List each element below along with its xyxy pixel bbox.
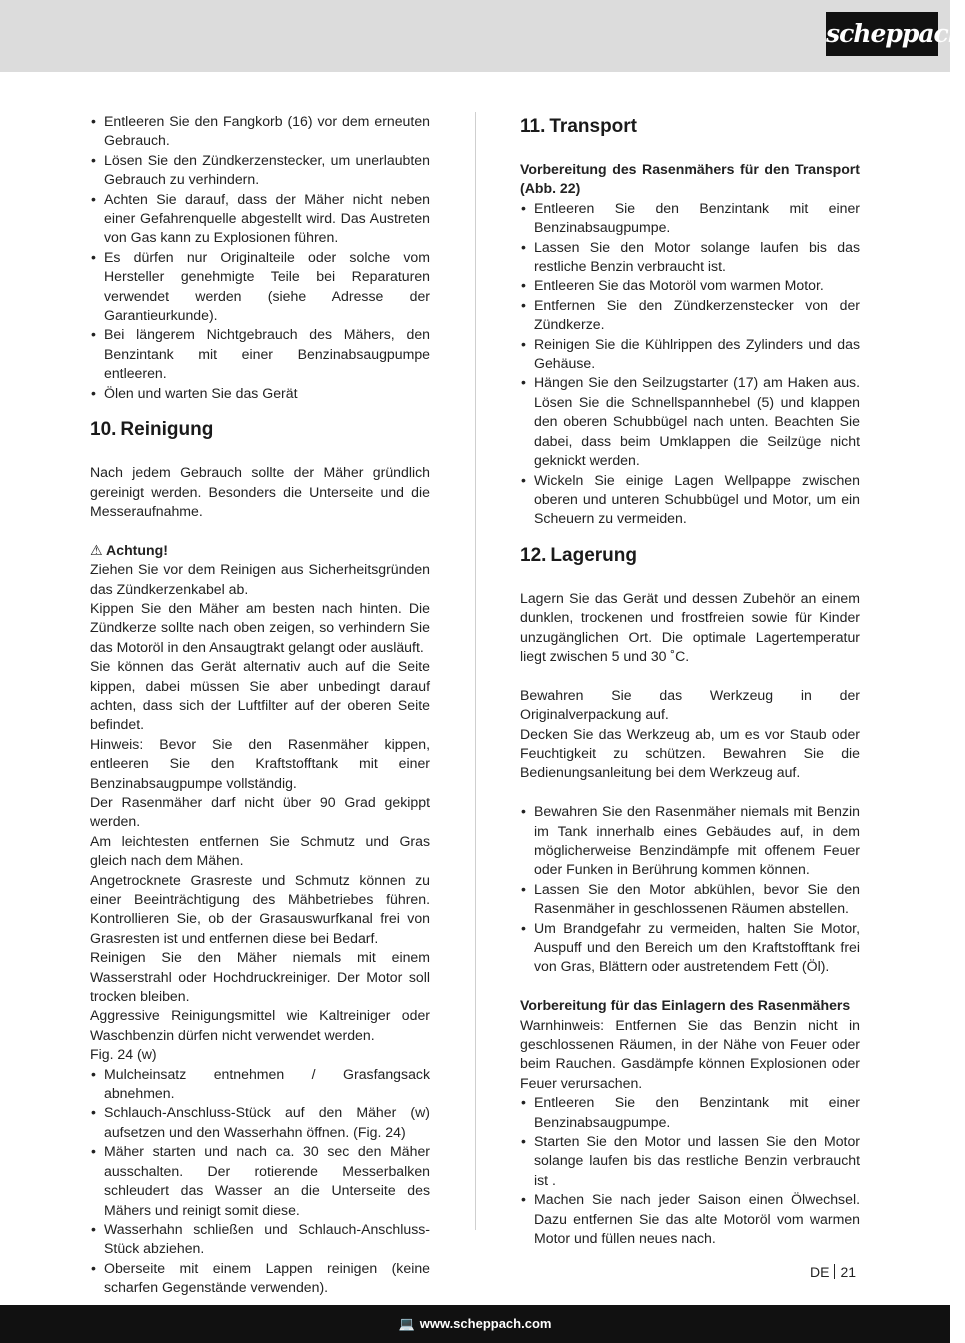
list-item: • Hängen Sie den Seilzugstarter (17) am Haken aus. Lösen Sie die Schnellspannhebel (5) und klappen den oberen Schubbügel nach unten. Beachten Sie dabei, dass beim Umklappen die Seilzüge nicht geknickt werden. <box>520 373 860 470</box>
list-item: • Ölen und warten Sie das Gerät <box>90 384 430 403</box>
list-item: • Mulcheinsatz entnehmen / Grasfangsack abnehmen. <box>90 1065 430 1104</box>
section-heading-reinigung <box>90 417 430 443</box>
list-item: • Entfernen Sie den Zündkerzenstecker von der Zündkerze. <box>520 296 860 335</box>
section-title: Reinigung <box>120 419 214 441</box>
section-number: 11. <box>520 116 546 137</box>
list-item: • Machen Sie nach jeder Saison einen Ölwechsel. Dazu entfernen Sie das alte Motoröl vom warmen Motor und füllen neues nach. <box>520 1190 860 1248</box>
right-column <box>520 112 860 1248</box>
page-number-value: 21 <box>840 1264 857 1280</box>
list-item: • Mäher starten und nach ca. 30 sec den Mäher ausschalten. Der rotierende Messerbalken schleudert das Wasser an die Unterseite des Mähers und reinigt somit diese. <box>90 1142 430 1220</box>
list-item: • Entleeren Sie den Fangkorb (16) vor dem erneuten Gebrauch. <box>90 112 430 151</box>
paragraph: Ziehen Sie vor dem Reinigen aus Sicherheitsgründen das Zündkerzenkabel ab. <box>90 561 430 597</box>
computer-icon: 💻 <box>398 1316 415 1331</box>
list-item: • Wasserhahn schließen und Schlauch-Anschluss-Stück abziehen. <box>90 1220 430 1259</box>
list-item: • Bei längerem Nichtgebrauch des Mähers, den Benzintank mit einer Benzinabsaugpumpe entleeren. <box>90 325 430 383</box>
paragraph: Kippen Sie den Mäher am besten nach hinten. Die Zündkerze sollte nach oben zeigen, so verhindern Sie das Motoröl in den Ansaugtrakt gelangt oder ausläuft. <box>90 599 430 655</box>
warning-paragraph: Warnhinweis: Entfernen Sie das Benzin nicht in geschlossenen Räumen, in der Nähe von Feuer oder beim Rauchen. Gasdämpfe können Explosionen oder Feuer verursachen. <box>520 1016 860 1091</box>
column-divider <box>475 112 476 1230</box>
paragraph: Sie können das Gerät alternativ auch auf die Seite kippen, dabei müssen Sie aber unbedingt darauf achten, dass sich der Luftfilter auf der oberen Seite befindet. <box>90 658 430 733</box>
list-item: • Lassen Sie den Motor abkühlen, bevor Sie den Rasenmäher in geschlossenen Räumen abstellen. <box>520 880 860 919</box>
section-number: 10. <box>90 419 117 441</box>
transport-list <box>520 199 860 529</box>
left-column <box>90 112 430 1298</box>
footer-bar <box>0 1305 950 1343</box>
page-number <box>810 1264 856 1280</box>
list-item: • Es dürfen nur Originalteile oder solche vom Hersteller genehmigte Teile bei Reparaturen verwendet werden (siehe Adresse der Garantieurkunde). <box>90 248 430 326</box>
paragraph: Decken Sie das Werkzeug ab, um es vor Staub oder Feuchtigkeit zu schützen. Bewahren Sie die Bedienungsanleitung bei dem Werkzeug auf. <box>520 725 860 781</box>
warning-heading <box>90 541 430 560</box>
paragraph: Angetrocknete Grasreste und Schmutz können zu einer Beeinträchtigung des Mähbetriebes führen. Kontrollieren Sie, ob der Grasauswurfkanal frei von Grasresten ist und entfernen diese bei Bedarf. <box>90 871 430 946</box>
header-bar <box>0 0 965 72</box>
storage-subheading: Vorbereitung für das Einlagern des Rasenmähers <box>520 997 851 1014</box>
page-language: DE <box>810 1264 830 1280</box>
paragraph: Bewahren Sie das Werkzeug in der Originalverpackung auf. <box>520 686 860 723</box>
footer-website <box>0 1316 950 1332</box>
transport-subheading: Vorbereitung des Rasenmähers für den Transport (Abb. 22) <box>520 161 860 197</box>
list-item: • Lösen Sie den Zündkerzenstecker, um unerlaubten Gebrauch zu verhindern. <box>90 151 430 190</box>
section-title: Lagerung <box>550 544 637 566</box>
cleaning-steps-list <box>90 1065 430 1298</box>
paragraph: Hinweis: Bevor Sie den Rasenmäher kippen, entleeren Sie den Kraftstofftank mit einer Benzinabsaugpumpe vollständig. <box>90 735 430 791</box>
list-item: • Um Brandgefahr zu vermeiden, halten Sie Motor, Auspuff und den Bereich um den Kraftstofftank frei von Gras, Blättern oder austretendem Fett (Öl). <box>520 919 860 977</box>
section-number: 12. <box>520 544 547 566</box>
paragraph: Der Rasenmäher darf nicht über 90 Grad gekippt werden. <box>90 793 430 830</box>
list-item: • Lassen Sie den Motor solange laufen bis das restliche Benzin verbraucht ist. <box>520 238 860 277</box>
website-url[interactable]: www.scheppach.com <box>419 1316 552 1331</box>
list-item: • Wickeln Sie einige Lagen Wellpappe zwischen oberen und unteren Schubbügel und Motor, um ein Scheuern zu vermeiden. <box>520 471 860 529</box>
section-heading-lagerung <box>520 543 860 569</box>
list-item: • Starten Sie den Motor und lassen Sie den Motor solange laufen bis das restliche Benzin verbraucht ist . <box>520 1132 860 1190</box>
storage-prep-list <box>520 1093 860 1248</box>
figure-reference: Fig. 24 (w) <box>90 1046 157 1063</box>
intro-paragraph: Nach jedem Gebrauch sollte der Mäher gründlich gereinigt werden. Besonders die Unterseite und die Messeraufnahme. <box>90 464 430 519</box>
warning-icon: ⚠ <box>90 541 103 558</box>
list-item: • Reinigen Sie die Kühlrippen des Zylinders und das Gehäuse. <box>520 335 860 374</box>
paragraph: Reinigen Sie den Mäher niemals mit einem Wasserstrahl oder Hochdruckreiniger. Der Motor soll trocken bleiben. <box>90 949 430 1005</box>
paragraph: Aggressive Reinigungsmittel wie Kaltreiniger oder Waschbenzin dürfen nicht verwendet werden. <box>90 1007 430 1043</box>
warning-label: Achtung! <box>106 541 168 558</box>
maintenance-list <box>90 112 430 403</box>
list-item: • Oberseite mit einem Lappen reinigen (keine scharfen Gegenstände verwenden). <box>90 1259 430 1298</box>
paragraph: Am leichtesten entfernen Sie Schmutz und Gras gleich nach dem Mähen. <box>90 832 430 869</box>
list-item: • Bewahren Sie den Rasenmäher niemals mit Benzin im Tank innerhalb eines Gebäudes auf, in dem möglicherweise Benzindämpfe mit offenem Feuer oder Funken in Berührung kommen können. <box>520 802 860 880</box>
list-item: • Entleeren Sie den Benzintank mit einer Benzinabsaugpumpe. <box>520 1093 860 1132</box>
paragraph: Lagern Sie das Gerät und dessen Zubehör an einem dunklen, trockenen und frostfreien sowie für Kinder unzugänglichen Ort. Die optimale Lagertemperatur liegt zwischen 5 und 30 ˚C. <box>520 589 860 664</box>
list-item: • Achten Sie darauf, dass der Mäher nicht neben einer Gefahrenquelle abgestellt wird. Das Austreten von Gas kann zu Explosionen führen. <box>90 190 430 248</box>
page-number-separator <box>834 1264 835 1279</box>
storage-safety-list <box>520 802 860 977</box>
brand-logo: scheppach <box>826 12 938 56</box>
section-heading-transport <box>520 114 860 140</box>
list-item: • Schlauch-Anschluss-Stück auf den Mäher (w) aufsetzen und den Wasserhahn öffnen. (Fig. 24) <box>90 1103 430 1142</box>
section-title: Transport <box>549 116 637 137</box>
list-item: • Entleeren Sie den Benzintank mit einer Benzinabsaugpumpe. <box>520 199 860 238</box>
list-item: • Entleeren Sie das Motoröl vom warmen Motor. <box>520 276 860 295</box>
